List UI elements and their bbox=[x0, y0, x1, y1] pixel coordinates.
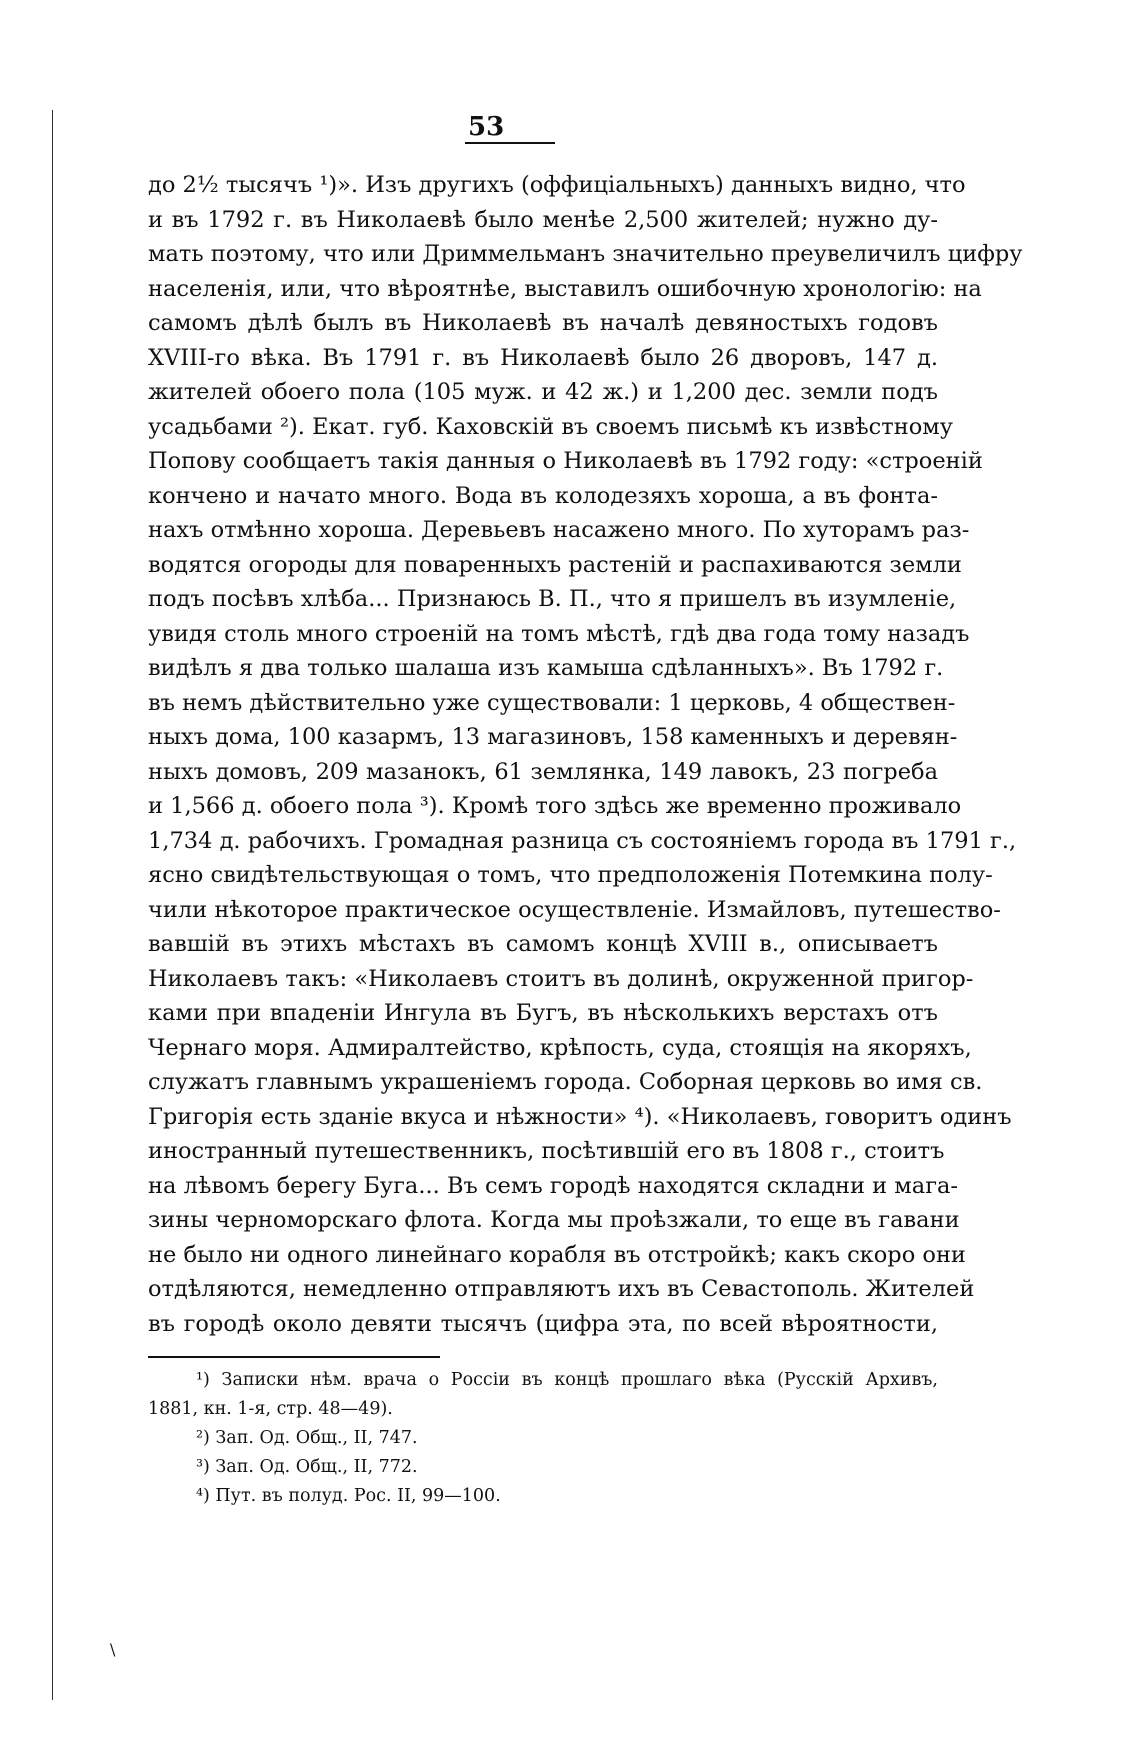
text-line: до 2½ тысячъ ¹)». Изъ другихъ (оффиціальныхъ) данныхъ видно, что bbox=[148, 172, 966, 198]
text-line: въ немъ дѣйствительно уже существовали: 1 церковь, 4 обществен- bbox=[148, 689, 956, 716]
text-line: въ городѣ около девяти тысячъ (цифра эта, по всей вѣроятности, bbox=[148, 1310, 938, 1337]
footnote-rule bbox=[148, 1356, 440, 1358]
text-line: самомъ дѣлѣ былъ въ Николаевѣ въ началѣ девяностыхъ годовъ bbox=[148, 310, 938, 336]
text-line: и въ 1792 г. въ Николаевѣ было менѣе 2,500 жителей; нужно ду- bbox=[148, 206, 938, 233]
text-line: иностранный путешественникъ, посѣтившій его въ 1808 г., стоитъ bbox=[148, 1138, 945, 1164]
text-line: на лѣвомъ берегу Буга... Въ семъ городѣ находятся складни и мага- bbox=[148, 1172, 959, 1199]
text-line: водятся огороды для поваренныхъ растеній и распахиваются земли bbox=[148, 551, 962, 578]
text-line: жителей обоего пола (105 муж. и 42 ж.) и 1,200 дес. земли подъ bbox=[148, 379, 938, 405]
footnotes bbox=[148, 1366, 938, 1511]
text-line: и 1,566 д. обоего пола ³). Кромѣ того здѣсь же временно проживало bbox=[148, 793, 962, 819]
footnote-1: ¹) Записки нѣм. врача о Россіи въ концѣ прошлаго вѣка (Русскій Архивъ, bbox=[196, 1370, 938, 1390]
text-line: Попову сообщаетъ такія данныя о Николаевѣ въ 1792 году: «строеній bbox=[148, 448, 983, 474]
text-line: ныхъ дома, 100 казармъ, 13 магазиновъ, 158 каменныхъ и деревян- bbox=[148, 724, 958, 750]
text-line: Григорія есть зданіе вкуса и нѣжности» ⁴). «Николаевъ, говоритъ одинъ bbox=[148, 1103, 1012, 1130]
text-line: 1,734 д. рабочихъ. Громадная разница съ состояніемъ города въ 1791 г., bbox=[148, 827, 1017, 854]
text-line: чили нѣкоторое практическое осуществленіе. Измайловъ, путешество- bbox=[148, 896, 1001, 923]
text-line: видѣлъ я два только шалаша изъ камыша сдѣланныхъ». Въ 1792 г. bbox=[148, 655, 944, 681]
text-line: кончено и начато много. Вода въ колодезяхъ хороша, а въ фонта- bbox=[148, 482, 938, 509]
text-line: увидя столь много строеній на томъ мѣстѣ, гдѣ два года тому назадъ bbox=[148, 620, 970, 647]
page-number-rule bbox=[465, 142, 555, 144]
text-line: служатъ главнымъ украшеніемъ города. Соборная церковь во имя св. bbox=[148, 1069, 983, 1095]
footnote-1-continued: 1881, кн. 1-я, стр. 48—49). bbox=[148, 1399, 393, 1419]
main-text bbox=[148, 168, 1023, 1341]
text-line: Николаевъ такъ: «Николаевъ стоитъ въ долинѣ, окруженной пригор- bbox=[148, 965, 974, 992]
text-line: нахъ отмѣнно хороша. Деревьевъ насажено много. По хуторамъ раз- bbox=[148, 517, 970, 543]
text-line: ками при впаденіи Ингула въ Бугъ, въ нѣсколькихъ верстахъ отъ bbox=[148, 1000, 938, 1026]
text-line: вавшій въ этихъ мѣстахъ въ самомъ концѣ XVIII в., описываетъ bbox=[148, 931, 938, 957]
margin-mark: \ bbox=[110, 1640, 116, 1659]
footnote-3: ³) Зап. Од. Общ., II, 772. bbox=[196, 1457, 418, 1477]
text-line: зины черноморскаго флота. Когда мы проѣзжали, то еще въ гавани bbox=[148, 1207, 960, 1233]
text-line: ясно свидѣтельствующая о томъ, что предположенія Потемкина полу- bbox=[148, 862, 993, 888]
text-line: Чернаго моря. Адмиралтейство, крѣпость, суда, стоящія на якоряхъ, bbox=[148, 1034, 972, 1061]
footnote-2: ²) Зап. Од. Общ., II, 747. bbox=[196, 1428, 418, 1448]
text-line: подъ посѣвъ хлѣба... Признаюсь В. П., что я пришелъ въ изумленіе, bbox=[148, 586, 957, 612]
text-line: отдѣляются, немедленно отправляютъ ихъ въ Севастополь. Жителей bbox=[148, 1276, 975, 1302]
text-line: населенія, или, что вѣроятнѣе, выставилъ ошибочную хронологію: на bbox=[148, 275, 982, 302]
scan-edge-line bbox=[52, 110, 53, 1700]
text-line: не было ни одного линейнаго корабля въ отстройкѣ; какъ скоро они bbox=[148, 1241, 966, 1268]
footnote-4: ⁴) Пут. въ полуд. Рос. II, 99—100. bbox=[196, 1486, 501, 1506]
text-line: мать поэтому, что или Дриммельманъ значительно преувеличилъ цифру bbox=[148, 241, 1023, 267]
page-number: 53 bbox=[468, 112, 505, 142]
text-line: усадьбами ²). Екат. губ. Каховскій въ своемъ письмѣ къ извѣстному bbox=[148, 413, 954, 440]
text-line: ныхъ домовъ, 209 мазанокъ, 61 землянка, 149 лавокъ, 23 погреба bbox=[148, 758, 938, 785]
text-line: XVIII-го вѣка. Въ 1791 г. въ Николаевѣ было 26 дворовъ, 147 д. bbox=[148, 344, 938, 371]
